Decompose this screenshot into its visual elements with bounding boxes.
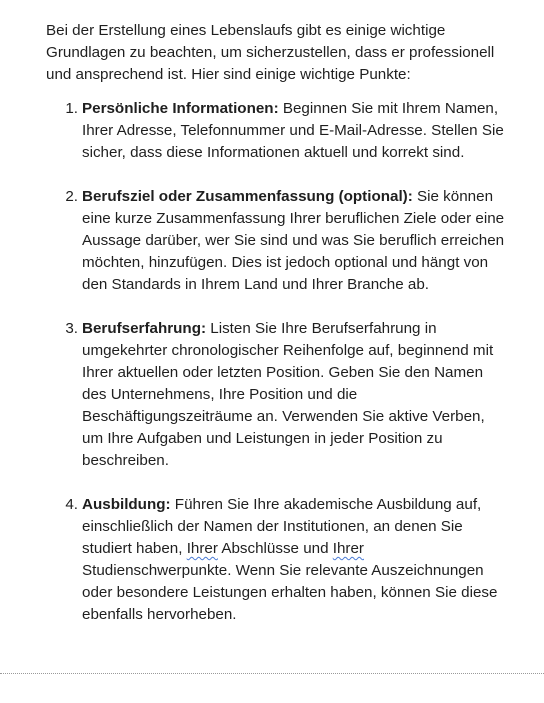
list-number: 3. xyxy=(65,320,78,337)
list-item xyxy=(46,98,506,164)
list-item-text xyxy=(82,494,506,626)
list-item-text xyxy=(82,186,506,296)
page-break-line xyxy=(0,673,544,674)
numbered-list xyxy=(46,98,506,626)
spellcheck-flagged-word[interactable]: Ihrer xyxy=(332,540,364,557)
list-item-term: Persönliche Informationen: xyxy=(82,100,279,117)
spellcheck-flagged-word[interactable]: Ihrer xyxy=(186,540,218,557)
list-item-description: Beginnen Sie mit Ihrem Namen, Ihrer Adresse, Telefonnummer und E-Mail-Adresse. Stellen Sie sicher, dass diese Informationen aktuell und korrekt sind. xyxy=(82,100,504,161)
intro-paragraph: Bei der Erstellung eines Lebenslaufs gibt es einige wichtige Grundlagen zu beachten, um sicherzustellen, dass er professionell und ansprechend ist. Hier sind einige wichtige Punkte: xyxy=(46,22,495,83)
list-item-description: Listen Sie Ihre Berufserfahrung in umgekehrter chronologischer Reihenfolge auf, beginnend mit Ihrer aktuellen oder letzten Position. Geben Sie den Namen des Unternehmens, Ihre Position und die Beschäftigungszeiträume an. Verwenden Sie aktive Verben, um Ihre Aufgaben und Leistungen in jeder Position zu beschreiben. xyxy=(82,320,494,469)
list-item-description: Sie können eine kurze Zusammenfassung Ihrer beruflichen Ziele oder eine Aussage darüber, wer Sie sind und was Sie beruflich erreichen möchten, hinzufügen. Dies ist jedoch optional und hängt von den Standards in Ihrem Land und Ihrer Branche ab. xyxy=(82,188,505,293)
list-number: 1. xyxy=(65,100,78,117)
list-number: 4. xyxy=(65,496,78,513)
list-item-term: Berufserfahrung: xyxy=(82,320,207,337)
list-item xyxy=(46,318,506,472)
list-item-description: Abschlüsse und xyxy=(217,540,333,557)
list-item xyxy=(46,186,506,296)
list-item-description: Führen Sie Ihre akademische Ausbildung auf, einschließlich der Namen der Institutionen, an denen Sie studiert haben, xyxy=(82,496,482,557)
list-item xyxy=(46,494,506,626)
list-item-description: Studienschwerpunkte. Wenn Sie relevante Auszeichnungen oder besondere Leistungen erhalten haben, können Sie diese ebenfalls hervorheben. xyxy=(82,562,498,623)
list-item-text xyxy=(82,98,506,164)
list-number: 2. xyxy=(65,188,78,205)
list-item-term: Ausbildung: xyxy=(82,496,171,513)
list-item-term: Berufsziel oder Zusammenfassung (optional): xyxy=(82,188,413,205)
list-item-text xyxy=(82,318,506,472)
document-body xyxy=(46,20,506,648)
